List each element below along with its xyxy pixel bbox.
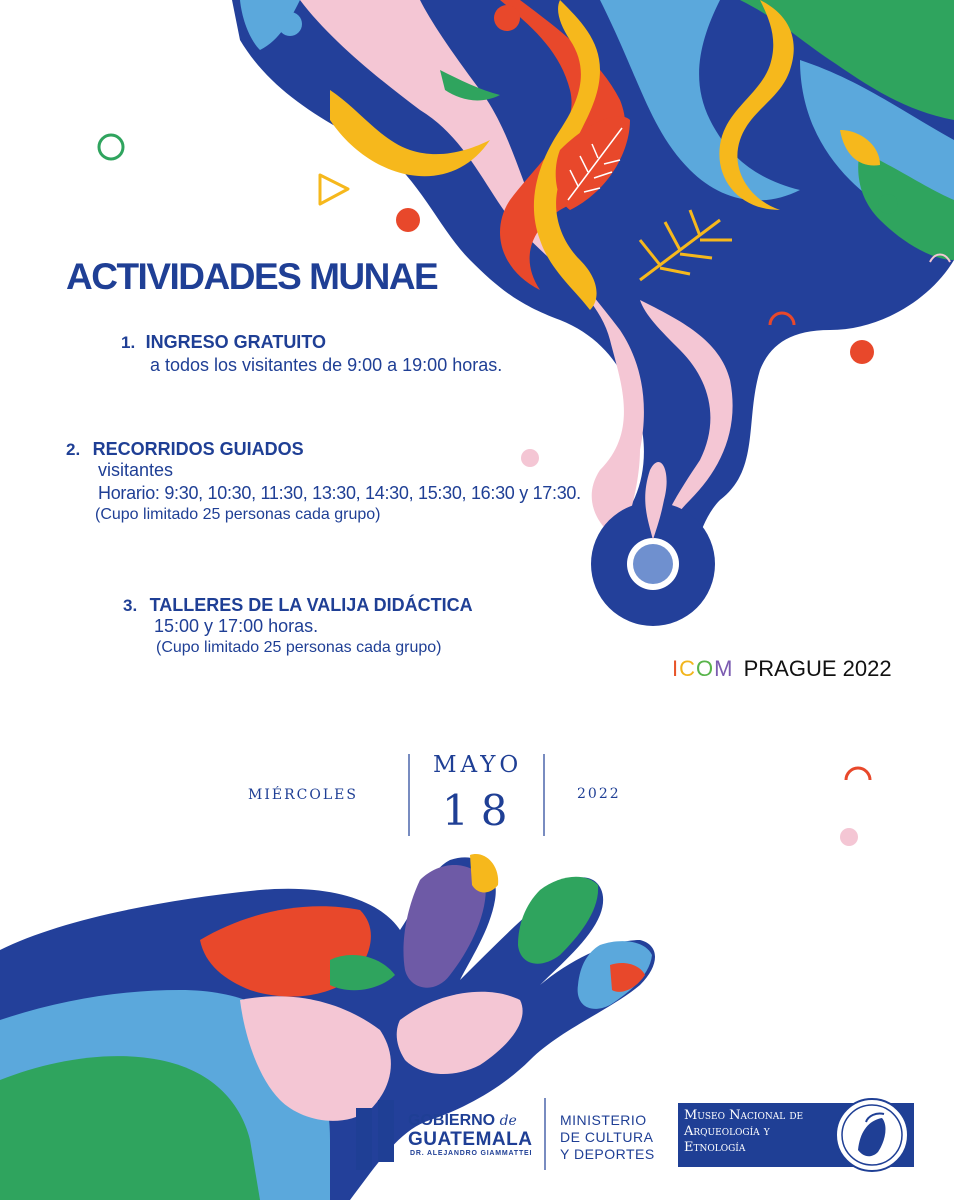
- date-day: 18: [442, 786, 520, 835]
- pink-dot-icon: [840, 828, 858, 846]
- ministerio-logo: [560, 1112, 655, 1163]
- date-month: MAYO: [433, 752, 523, 778]
- gobierno-line-1: [408, 1112, 532, 1130]
- museo-line-3: Etnología: [684, 1140, 746, 1155]
- gobierno-word: GOBIERNO: [408, 1112, 496, 1129]
- museo-line-2: Arqueología y: [684, 1124, 770, 1139]
- item-number: 2.: [66, 440, 81, 459]
- item-heading: INGRESO GRATUITO: [145, 332, 326, 352]
- item-heading: TALLERES DE LA VALIJA DIDÁCTICA: [149, 595, 473, 615]
- icom-letter-c: C: [679, 656, 697, 681]
- museo-line-1: Museo Nacional de: [684, 1108, 804, 1123]
- icom-letter-i: I: [672, 656, 680, 681]
- ministerio-line-2: DE CULTURA: [560, 1129, 654, 1145]
- item-2-line-2: Horario: 9:30, 10:30, 11:30, 13:30, 14:30, 15:30, 16:30 y 17:30.: [98, 483, 581, 503]
- activity-item-2: [66, 439, 304, 460]
- icom-letter-o: O: [696, 656, 715, 681]
- top-flowing-art: [232, 0, 954, 619]
- page-title: ACTIVIDADES MUNAE: [66, 256, 438, 297]
- orange-dot-icon: [396, 208, 420, 232]
- activity-item-3: [123, 595, 473, 616]
- icom-prague-logo: [672, 656, 892, 682]
- yellow-triangle-icon: [320, 175, 348, 204]
- gobierno-de: de: [499, 1113, 517, 1129]
- gobierno-logo: [408, 1112, 532, 1157]
- activity-item-1: [121, 332, 326, 353]
- gobierno-line-3: DR. ALEJANDRO GIAMMATTEI: [410, 1150, 533, 1157]
- hand-artwork: [0, 854, 655, 1200]
- gobierno-line-2: GUATEMALA: [408, 1129, 533, 1150]
- museum-seal-icon: [836, 1099, 908, 1171]
- ministerio-line-1: MINISTERIO: [560, 1112, 647, 1128]
- item-3-line: 15:00 y 17:00 horas.: [154, 616, 319, 636]
- date-year: 2022: [577, 786, 621, 802]
- item-2-line-1: visitantes: [98, 460, 174, 480]
- museo-logo-text: [684, 1108, 803, 1156]
- ministerio-line-3: Y DEPORTES: [560, 1146, 655, 1162]
- green-ring-icon: [99, 135, 123, 159]
- icom-prague-text: PRAGUE 2022: [743, 656, 892, 681]
- item-heading: RECORRIDOS GUIADOS: [92, 439, 304, 459]
- item-number: 3.: [123, 596, 138, 615]
- item-1-line: a todos los visitantes de 9:00 a 19:00 horas.: [150, 355, 503, 375]
- icom-letter-m: M: [714, 656, 734, 681]
- item-number: 1.: [121, 333, 136, 352]
- coral-arc-icon: [846, 768, 870, 780]
- date-weekday: MIÉRCOLES: [248, 787, 358, 803]
- item-3-note: (Cupo limitado 25 personas cada grupo): [156, 639, 442, 656]
- orange-dot-icon: [850, 340, 874, 364]
- item-2-note: (Cupo limitado 25 personas cada grupo): [95, 506, 381, 523]
